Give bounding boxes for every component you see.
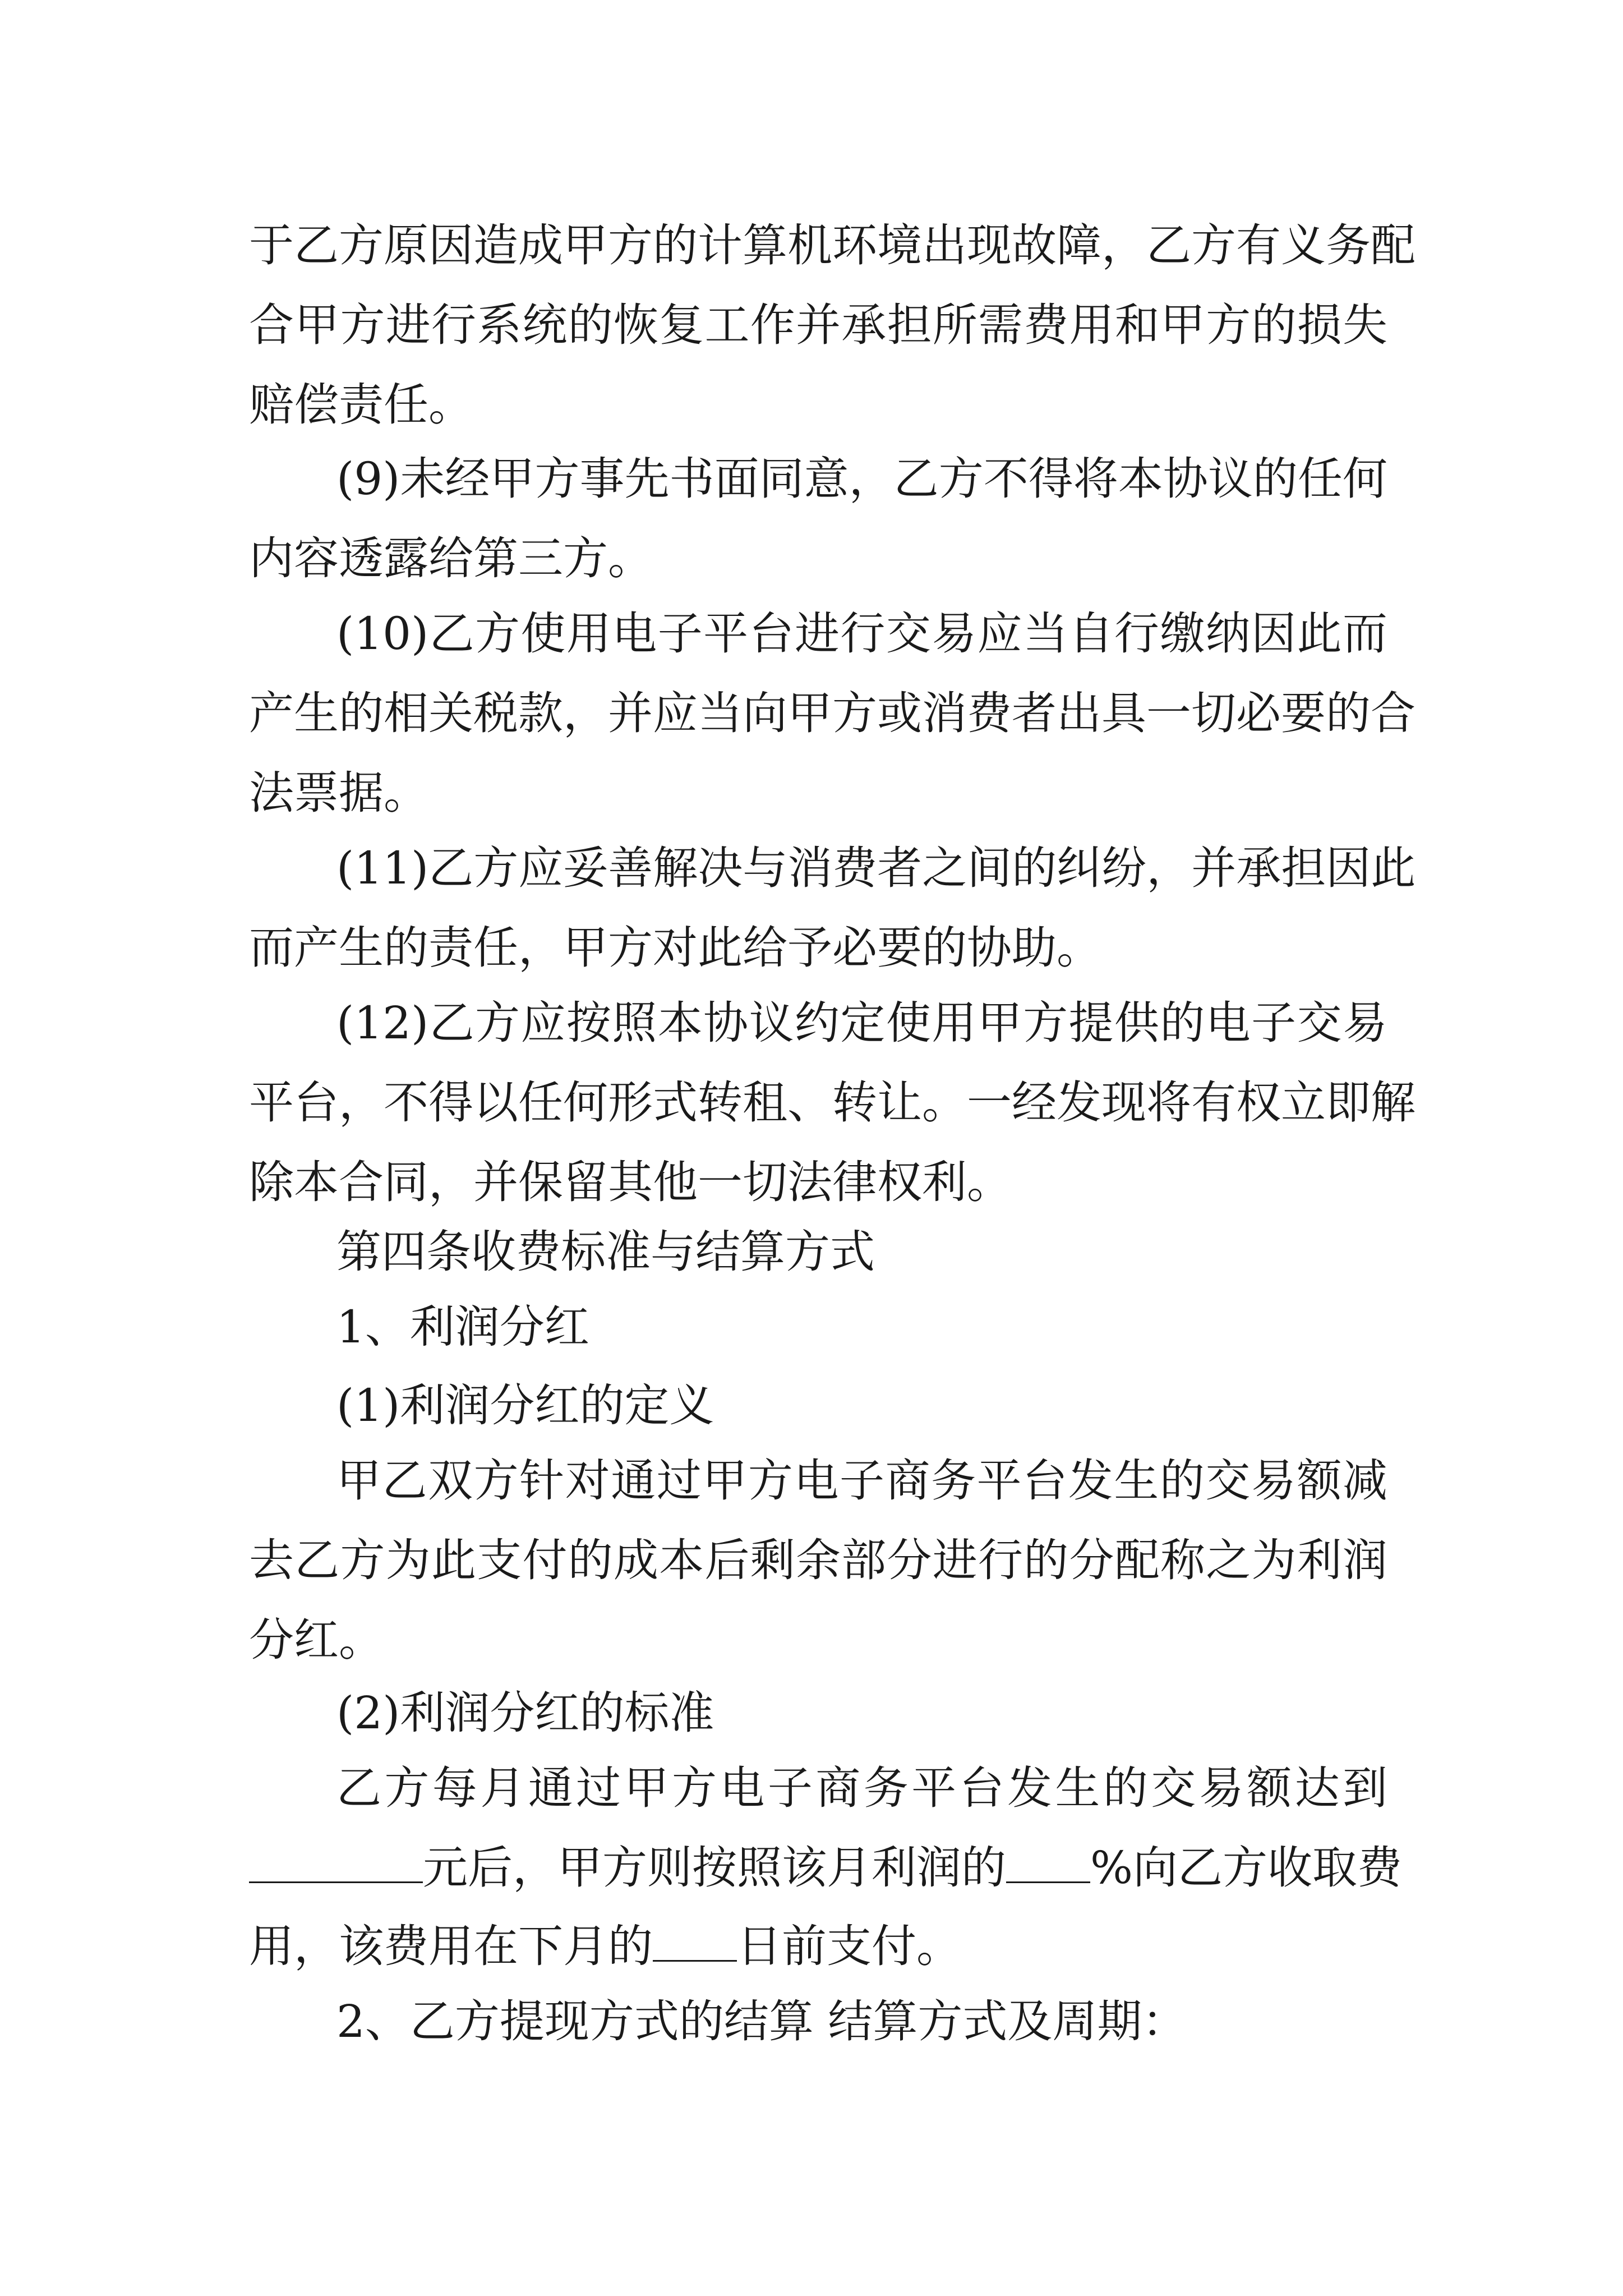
- fill-text: 元后，甲方则按照该月利润的: [423, 1842, 1006, 1894]
- subsection-heading: (2)利润分红的标准: [336, 1687, 714, 1739]
- paragraph-line: 分红。: [249, 1614, 384, 1666]
- subsection-heading: 2、乙方提现方式的结算 结算方式及周期：: [336, 1995, 1187, 2047]
- fill-text: 日前支付。: [737, 1920, 961, 1972]
- paragraph-line: 产生的相关税款，并应当向甲方或消费者出具一切必要的合: [249, 687, 1415, 739]
- subsection-heading: 1、利润分红: [336, 1301, 589, 1353]
- paragraph-line: 赔偿责任。: [249, 379, 473, 431]
- section-heading: 第四条收费标准与结算方式: [336, 1226, 875, 1278]
- paragraph-line: 合甲方进行系统的恢复工作并承担所需费用和甲方的损失: [249, 299, 1387, 351]
- fill-text: 用，该费用在下月的: [249, 1920, 653, 1972]
- fill-text: %向乙方收取费: [1090, 1842, 1403, 1894]
- paragraph-line: (11)乙方应妥善解决与消费者之间的纠纷，并承担因此: [336, 842, 1416, 894]
- paragraph-line: 法票据。: [249, 767, 428, 819]
- paragraph-line: 乙方每月通过甲方电子商务平台发生的交易额达到: [336, 1762, 1387, 1814]
- paragraph-line: 而产生的责任，甲方对此给予必要的协助。: [249, 922, 1101, 974]
- paragraph-line: 除本合同，并保留其他一切法律权利。: [249, 1156, 1012, 1208]
- fill-in-line: [249, 1841, 1403, 1895]
- paragraph-line: 内容透露给第三方。: [249, 532, 653, 585]
- paragraph-line: 甲乙双方针对通过甲方电子商务平台发生的交易额减: [336, 1455, 1387, 1507]
- blank-percent[interactable]: [1006, 1842, 1090, 1883]
- paragraph-line: 去乙方为此支付的成本后剩余部分进行的分配称之为利润: [249, 1534, 1387, 1586]
- paragraph-line: (9)未经甲方事先书面同意，乙方不得将本协议的任何: [336, 453, 1387, 505]
- paragraph-line: 于乙方原因造成甲方的计算机环境出现故障，乙方有义务配: [249, 219, 1415, 272]
- subsection-heading: (1)利润分红的定义: [336, 1379, 714, 1432]
- fill-in-line: [249, 1920, 1387, 1973]
- blank-amount[interactable]: [249, 1842, 423, 1883]
- paragraph-line: (10)乙方使用电子平台进行交易应当自行缴纳因此而: [336, 608, 1387, 660]
- paragraph-line: (12)乙方应按照本协议约定使用甲方提供的电子交易: [336, 997, 1387, 1049]
- paragraph-line: 平台，不得以任何形式转租、转让。一经发现将有权立即解: [249, 1076, 1415, 1129]
- blank-day[interactable]: [653, 1921, 737, 1962]
